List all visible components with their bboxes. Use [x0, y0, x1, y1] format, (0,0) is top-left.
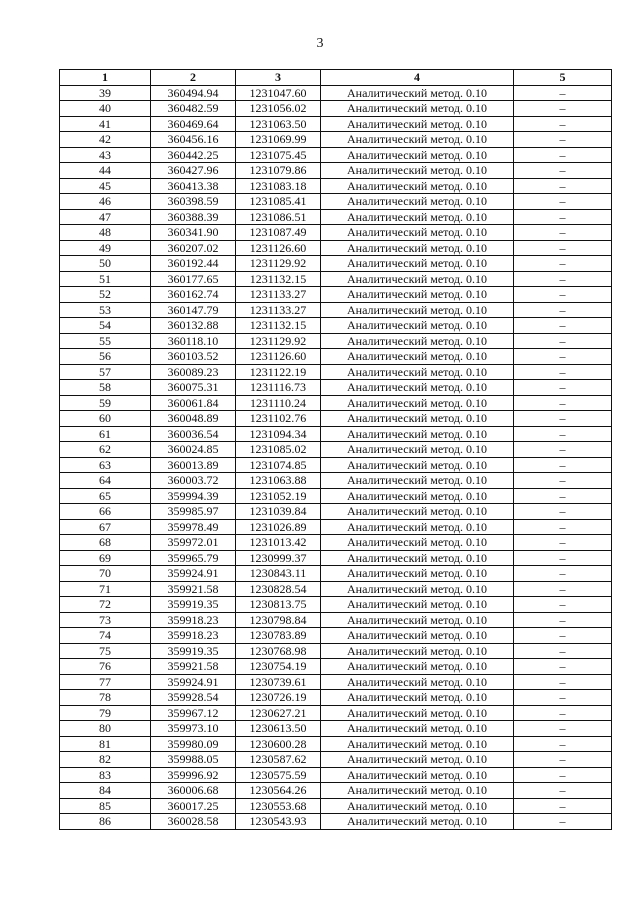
header-col-3: 3 — [236, 70, 321, 86]
cell-note: – — [514, 395, 612, 411]
cell-coordinate-y: 1230627.21 — [236, 705, 321, 721]
cell-note: – — [514, 364, 612, 380]
cell-coordinate-y: 1230999.37 — [236, 550, 321, 566]
table-row — [60, 85, 612, 101]
cell-coordinate-x: 359918.23 — [151, 612, 236, 628]
cell-coordinate-y: 1230543.93 — [236, 814, 321, 830]
cell-coordinate-y: 1231086.51 — [236, 209, 321, 225]
cell-point-number: 51 — [60, 271, 151, 287]
cell-point-number: 46 — [60, 194, 151, 210]
cell-coordinate-y: 1230564.26 — [236, 783, 321, 799]
table-row — [60, 473, 612, 489]
table-row — [60, 318, 612, 334]
cell-coordinate-x: 359967.12 — [151, 705, 236, 721]
cell-note: – — [514, 85, 612, 101]
cell-note: – — [514, 256, 612, 272]
cell-point-number: 79 — [60, 705, 151, 721]
cell-coordinate-x: 360341.90 — [151, 225, 236, 241]
cell-coordinate-x: 360192.44 — [151, 256, 236, 272]
table-row — [60, 132, 612, 148]
cell-note: – — [514, 473, 612, 489]
cell-coordinate-x: 360024.85 — [151, 442, 236, 458]
cell-coordinate-x: 359994.39 — [151, 488, 236, 504]
cell-coordinate-x: 360118.10 — [151, 333, 236, 349]
cell-coordinate-y: 1230600.28 — [236, 736, 321, 752]
cell-method-accuracy: Аналитический метод. 0.10 — [321, 194, 514, 210]
cell-coordinate-y: 1231133.27 — [236, 302, 321, 318]
table-row — [60, 442, 612, 458]
table-row — [60, 256, 612, 272]
cell-method-accuracy: Аналитический метод. 0.10 — [321, 442, 514, 458]
table-row — [60, 814, 612, 830]
cell-coordinate-x: 360162.74 — [151, 287, 236, 303]
cell-note: – — [514, 814, 612, 830]
cell-coordinate-x: 360147.79 — [151, 302, 236, 318]
cell-coordinate-x: 359996.92 — [151, 767, 236, 783]
cell-method-accuracy: Аналитический метод. 0.10 — [321, 101, 514, 117]
cell-note: – — [514, 519, 612, 535]
cell-method-accuracy: Аналитический метод. 0.10 — [321, 395, 514, 411]
cell-coordinate-x: 359978.49 — [151, 519, 236, 535]
cell-method-accuracy: Аналитический метод. 0.10 — [321, 519, 514, 535]
cell-point-number: 70 — [60, 566, 151, 582]
cell-method-accuracy: Аналитический метод. 0.10 — [321, 814, 514, 830]
cell-point-number: 64 — [60, 473, 151, 489]
table-row — [60, 504, 612, 520]
cell-coordinate-x: 360017.25 — [151, 798, 236, 814]
table-row — [60, 535, 612, 551]
cell-note: – — [514, 783, 612, 799]
cell-method-accuracy: Аналитический метод. 0.10 — [321, 411, 514, 427]
table-row — [60, 752, 612, 768]
cell-point-number: 47 — [60, 209, 151, 225]
cell-method-accuracy: Аналитический метод. 0.10 — [321, 364, 514, 380]
cell-point-number: 66 — [60, 504, 151, 520]
cell-note: – — [514, 550, 612, 566]
cell-coordinate-y: 1230613.50 — [236, 721, 321, 737]
cell-coordinate-x: 359919.35 — [151, 643, 236, 659]
cell-note: – — [514, 349, 612, 365]
table-row — [60, 240, 612, 256]
table-row — [60, 581, 612, 597]
cell-note: – — [514, 287, 612, 303]
cell-point-number: 80 — [60, 721, 151, 737]
cell-coordinate-x: 360398.59 — [151, 194, 236, 210]
cell-method-accuracy: Аналитический метод. 0.10 — [321, 457, 514, 473]
cell-method-accuracy: Аналитический метод. 0.10 — [321, 628, 514, 644]
cell-point-number: 84 — [60, 783, 151, 799]
cell-coordinate-x: 360207.02 — [151, 240, 236, 256]
table-row — [60, 643, 612, 659]
table-row — [60, 674, 612, 690]
cell-coordinate-x: 360177.65 — [151, 271, 236, 287]
header-col-4: 4 — [321, 70, 514, 86]
cell-coordinate-y: 1231013.42 — [236, 535, 321, 551]
table-row — [60, 566, 612, 582]
cell-note: – — [514, 690, 612, 706]
cell-coordinate-y: 1231052.19 — [236, 488, 321, 504]
cell-note: – — [514, 426, 612, 442]
cell-note: – — [514, 101, 612, 117]
cell-coordinate-x: 359972.01 — [151, 535, 236, 551]
cell-point-number: 59 — [60, 395, 151, 411]
cell-note: – — [514, 488, 612, 504]
cell-coordinate-x: 360006.68 — [151, 783, 236, 799]
cell-method-accuracy: Аналитический метод. 0.10 — [321, 659, 514, 675]
cell-coordinate-x: 360003.72 — [151, 473, 236, 489]
table-row — [60, 194, 612, 210]
cell-method-accuracy: Аналитический метод. 0.10 — [321, 85, 514, 101]
table-row — [60, 349, 612, 365]
cell-coordinate-y: 1231056.02 — [236, 101, 321, 117]
cell-note: – — [514, 798, 612, 814]
cell-method-accuracy: Аналитический метод. 0.10 — [321, 643, 514, 659]
cell-method-accuracy: Аналитический метод. 0.10 — [321, 271, 514, 287]
cell-coordinate-y: 1231083.18 — [236, 178, 321, 194]
cell-coordinate-x: 360413.38 — [151, 178, 236, 194]
cell-note: – — [514, 597, 612, 613]
cell-method-accuracy: Аналитический метод. 0.10 — [321, 612, 514, 628]
cell-point-number: 68 — [60, 535, 151, 551]
cell-point-number: 62 — [60, 442, 151, 458]
cell-point-number: 86 — [60, 814, 151, 830]
cell-note: – — [514, 767, 612, 783]
cell-method-accuracy: Аналитический метод. 0.10 — [321, 163, 514, 179]
cell-coordinate-x: 360456.16 — [151, 132, 236, 148]
cell-point-number: 40 — [60, 101, 151, 117]
table-row — [60, 209, 612, 225]
cell-coordinate-y: 1230587.62 — [236, 752, 321, 768]
cell-note: – — [514, 659, 612, 675]
cell-point-number: 65 — [60, 488, 151, 504]
table-header-row — [60, 70, 612, 86]
coordinates-table — [59, 69, 612, 830]
cell-coordinate-y: 1231133.27 — [236, 287, 321, 303]
cell-method-accuracy: Аналитический метод. 0.10 — [321, 380, 514, 396]
cell-coordinate-y: 1231026.89 — [236, 519, 321, 535]
cell-method-accuracy: Аналитический метод. 0.10 — [321, 690, 514, 706]
cell-coordinate-y: 1231129.92 — [236, 333, 321, 349]
table-row — [60, 302, 612, 318]
cell-point-number: 60 — [60, 411, 151, 427]
cell-point-number: 77 — [60, 674, 151, 690]
cell-note: – — [514, 628, 612, 644]
table-row — [60, 271, 612, 287]
cell-coordinate-y: 1231102.76 — [236, 411, 321, 427]
cell-method-accuracy: Аналитический метод. 0.10 — [321, 132, 514, 148]
cell-coordinate-y: 1230843.11 — [236, 566, 321, 582]
table-row — [60, 721, 612, 737]
cell-method-accuracy: Аналитический метод. 0.10 — [321, 116, 514, 132]
cell-note: – — [514, 612, 612, 628]
cell-coordinate-y: 1231039.84 — [236, 504, 321, 520]
cell-note: – — [514, 194, 612, 210]
cell-coordinate-y: 1231085.41 — [236, 194, 321, 210]
cell-note: – — [514, 705, 612, 721]
cell-coordinate-x: 360028.58 — [151, 814, 236, 830]
cell-coordinate-y: 1230783.89 — [236, 628, 321, 644]
cell-coordinate-y: 1230575.59 — [236, 767, 321, 783]
cell-coordinate-y: 1231079.86 — [236, 163, 321, 179]
cell-coordinate-x: 360388.39 — [151, 209, 236, 225]
cell-point-number: 61 — [60, 426, 151, 442]
cell-coordinate-y: 1231116.73 — [236, 380, 321, 396]
cell-note: – — [514, 457, 612, 473]
cell-coordinate-x: 360132.88 — [151, 318, 236, 334]
cell-note: – — [514, 752, 612, 768]
cell-point-number: 49 — [60, 240, 151, 256]
cell-note: – — [514, 380, 612, 396]
cell-point-number: 44 — [60, 163, 151, 179]
table-row — [60, 767, 612, 783]
cell-point-number: 43 — [60, 147, 151, 163]
cell-point-number: 41 — [60, 116, 151, 132]
table-body — [60, 85, 612, 829]
cell-point-number: 73 — [60, 612, 151, 628]
cell-coordinate-y: 1230813.75 — [236, 597, 321, 613]
table-row — [60, 411, 612, 427]
cell-point-number: 74 — [60, 628, 151, 644]
cell-method-accuracy: Аналитический метод. 0.10 — [321, 178, 514, 194]
cell-method-accuracy: Аналитический метод. 0.10 — [321, 674, 514, 690]
cell-method-accuracy: Аналитический метод. 0.10 — [321, 504, 514, 520]
table-row — [60, 659, 612, 675]
table-row — [60, 690, 612, 706]
table-row — [60, 380, 612, 396]
cell-method-accuracy: Аналитический метод. 0.10 — [321, 752, 514, 768]
cell-coordinate-x: 360075.31 — [151, 380, 236, 396]
cell-coordinate-y: 1231074.85 — [236, 457, 321, 473]
cell-note: – — [514, 225, 612, 241]
cell-note: – — [514, 132, 612, 148]
table-row — [60, 736, 612, 752]
cell-coordinate-y: 1231094.34 — [236, 426, 321, 442]
cell-method-accuracy: Аналитический метод. 0.10 — [321, 473, 514, 489]
cell-coordinate-y: 1230798.84 — [236, 612, 321, 628]
cell-point-number: 54 — [60, 318, 151, 334]
cell-method-accuracy: Аналитический метод. 0.10 — [321, 581, 514, 597]
header-col-1: 1 — [60, 70, 151, 86]
cell-point-number: 67 — [60, 519, 151, 535]
cell-point-number: 56 — [60, 349, 151, 365]
cell-note: – — [514, 240, 612, 256]
cell-point-number: 39 — [60, 85, 151, 101]
table-row — [60, 287, 612, 303]
cell-note: – — [514, 504, 612, 520]
table-row — [60, 612, 612, 628]
cell-method-accuracy: Аналитический метод. 0.10 — [321, 333, 514, 349]
cell-method-accuracy: Аналитический метод. 0.10 — [321, 318, 514, 334]
cell-method-accuracy: Аналитический метод. 0.10 — [321, 256, 514, 272]
cell-method-accuracy: Аналитический метод. 0.10 — [321, 783, 514, 799]
cell-coordinate-x: 359921.58 — [151, 581, 236, 597]
cell-point-number: 52 — [60, 287, 151, 303]
cell-coordinate-x: 359919.35 — [151, 597, 236, 613]
table-row — [60, 364, 612, 380]
cell-method-accuracy: Аналитический метод. 0.10 — [321, 597, 514, 613]
cell-coordinate-y: 1230553.68 — [236, 798, 321, 814]
cell-point-number: 50 — [60, 256, 151, 272]
cell-coordinate-x: 359918.23 — [151, 628, 236, 644]
cell-point-number: 71 — [60, 581, 151, 597]
cell-coordinate-y: 1230726.19 — [236, 690, 321, 706]
cell-coordinate-y: 1231126.60 — [236, 349, 321, 365]
cell-note: – — [514, 736, 612, 752]
cell-coordinate-y: 1231085.02 — [236, 442, 321, 458]
table-row — [60, 225, 612, 241]
cell-coordinate-x: 360089.23 — [151, 364, 236, 380]
cell-coordinate-x: 359985.97 — [151, 504, 236, 520]
cell-coordinate-y: 1231132.15 — [236, 318, 321, 334]
table-row — [60, 178, 612, 194]
cell-method-accuracy: Аналитический метод. 0.10 — [321, 550, 514, 566]
cell-note: – — [514, 333, 612, 349]
header-col-5: 5 — [514, 70, 612, 86]
cell-point-number: 69 — [60, 550, 151, 566]
cell-point-number: 83 — [60, 767, 151, 783]
page-number: 3 — [316, 36, 324, 51]
table-row — [60, 163, 612, 179]
cell-point-number: 76 — [60, 659, 151, 675]
cell-note: – — [514, 147, 612, 163]
cell-coordinate-x: 360482.59 — [151, 101, 236, 117]
cell-method-accuracy: Аналитический метод. 0.10 — [321, 767, 514, 783]
cell-method-accuracy: Аналитический метод. 0.10 — [321, 349, 514, 365]
cell-coordinate-y: 1231063.50 — [236, 116, 321, 132]
cell-method-accuracy: Аналитический метод. 0.10 — [321, 302, 514, 318]
cell-method-accuracy: Аналитический метод. 0.10 — [321, 705, 514, 721]
cell-coordinate-y: 1231047.60 — [236, 85, 321, 101]
cell-method-accuracy: Аналитический метод. 0.10 — [321, 225, 514, 241]
cell-note: – — [514, 411, 612, 427]
table-row — [60, 147, 612, 163]
cell-coordinate-y: 1230754.19 — [236, 659, 321, 675]
cell-point-number: 85 — [60, 798, 151, 814]
cell-coordinate-y: 1231075.45 — [236, 147, 321, 163]
cell-coordinate-x: 359921.58 — [151, 659, 236, 675]
cell-point-number: 48 — [60, 225, 151, 241]
cell-coordinate-y: 1231129.92 — [236, 256, 321, 272]
cell-point-number: 45 — [60, 178, 151, 194]
cell-coordinate-x: 359928.54 — [151, 690, 236, 706]
cell-coordinate-x: 360427.96 — [151, 163, 236, 179]
cell-coordinate-x: 360013.89 — [151, 457, 236, 473]
cell-method-accuracy: Аналитический метод. 0.10 — [321, 147, 514, 163]
cell-point-number: 57 — [60, 364, 151, 380]
table-row — [60, 101, 612, 117]
cell-coordinate-x: 359988.05 — [151, 752, 236, 768]
cell-note: – — [514, 581, 612, 597]
table-row — [60, 426, 612, 442]
table-row — [60, 116, 612, 132]
cell-point-number: 53 — [60, 302, 151, 318]
cell-method-accuracy: Аналитический метод. 0.10 — [321, 736, 514, 752]
cell-method-accuracy: Аналитический метод. 0.10 — [321, 287, 514, 303]
table-row — [60, 798, 612, 814]
cell-point-number: 72 — [60, 597, 151, 613]
cell-method-accuracy: Аналитический метод. 0.10 — [321, 209, 514, 225]
cell-note: – — [514, 178, 612, 194]
cell-coordinate-y: 1231132.15 — [236, 271, 321, 287]
cell-coordinate-x: 359924.91 — [151, 566, 236, 582]
cell-method-accuracy: Аналитический метод. 0.10 — [321, 566, 514, 582]
cell-method-accuracy: Аналитический метод. 0.10 — [321, 535, 514, 551]
cell-coordinate-y: 1231122.19 — [236, 364, 321, 380]
cell-note: – — [514, 643, 612, 659]
table-row — [60, 395, 612, 411]
cell-point-number: 42 — [60, 132, 151, 148]
cell-point-number: 58 — [60, 380, 151, 396]
cell-note: – — [514, 163, 612, 179]
cell-note: – — [514, 535, 612, 551]
cell-point-number: 78 — [60, 690, 151, 706]
cell-point-number: 81 — [60, 736, 151, 752]
header-col-2: 2 — [151, 70, 236, 86]
cell-coordinate-y: 1231063.88 — [236, 473, 321, 489]
table-row — [60, 488, 612, 504]
cell-note: – — [514, 721, 612, 737]
cell-note: – — [514, 318, 612, 334]
cell-point-number: 55 — [60, 333, 151, 349]
cell-coordinate-y: 1230768.98 — [236, 643, 321, 659]
cell-note: – — [514, 566, 612, 582]
table-row — [60, 597, 612, 613]
cell-method-accuracy: Аналитический метод. 0.10 — [321, 721, 514, 737]
cell-note: – — [514, 674, 612, 690]
cell-coordinate-x: 359924.91 — [151, 674, 236, 690]
cell-coordinate-y: 1230739.61 — [236, 674, 321, 690]
table-row — [60, 519, 612, 535]
cell-method-accuracy: Аналитический метод. 0.10 — [321, 240, 514, 256]
cell-coordinate-x: 360103.52 — [151, 349, 236, 365]
cell-coordinate-x: 359980.09 — [151, 736, 236, 752]
cell-coordinate-y: 1230828.54 — [236, 581, 321, 597]
cell-method-accuracy: Аналитический метод. 0.10 — [321, 798, 514, 814]
cell-method-accuracy: Аналитический метод. 0.10 — [321, 426, 514, 442]
cell-point-number: 82 — [60, 752, 151, 768]
cell-coordinate-x: 360469.64 — [151, 116, 236, 132]
cell-coordinate-y: 1231087.49 — [236, 225, 321, 241]
cell-coordinate-x: 360036.54 — [151, 426, 236, 442]
table-row — [60, 628, 612, 644]
table-row — [60, 705, 612, 721]
cell-point-number: 63 — [60, 457, 151, 473]
cell-coordinate-y: 1231069.99 — [236, 132, 321, 148]
cell-note: – — [514, 442, 612, 458]
cell-coordinate-x: 360494.94 — [151, 85, 236, 101]
cell-method-accuracy: Аналитический метод. 0.10 — [321, 488, 514, 504]
cell-note: – — [514, 209, 612, 225]
table-row — [60, 333, 612, 349]
table-row — [60, 457, 612, 473]
cell-coordinate-x: 360061.84 — [151, 395, 236, 411]
cell-coordinate-x: 359973.10 — [151, 721, 236, 737]
cell-coordinate-y: 1231126.60 — [236, 240, 321, 256]
cell-coordinate-x: 360048.89 — [151, 411, 236, 427]
cell-coordinate-x: 359965.79 — [151, 550, 236, 566]
table-row — [60, 550, 612, 566]
cell-point-number: 75 — [60, 643, 151, 659]
cell-note: – — [514, 116, 612, 132]
cell-coordinate-x: 360442.25 — [151, 147, 236, 163]
cell-coordinate-y: 1231110.24 — [236, 395, 321, 411]
cell-note: – — [514, 271, 612, 287]
table-row — [60, 783, 612, 799]
cell-note: – — [514, 302, 612, 318]
